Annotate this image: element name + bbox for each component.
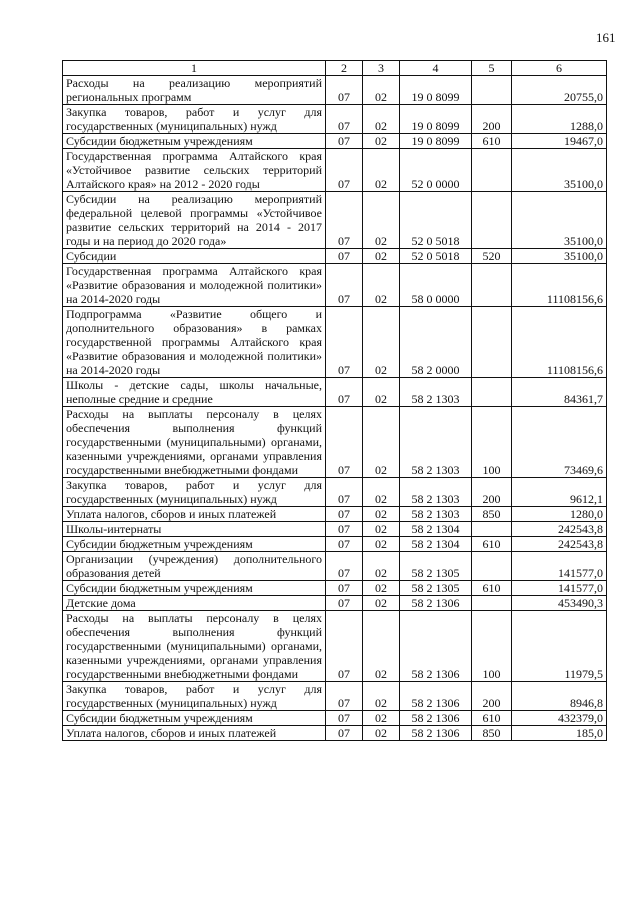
row-amount: 11108156,6	[512, 264, 607, 307]
row-target-article: 58 2 1306	[400, 726, 472, 741]
row-subsection: 02	[363, 134, 400, 149]
row-name: Уплата налогов, сборов и иных платежей	[63, 726, 326, 741]
row-section: 07	[326, 478, 363, 507]
row-target-article: 58 2 1303	[400, 478, 472, 507]
header-col-1: 1	[63, 61, 326, 76]
row-subsection: 02	[363, 105, 400, 134]
table-row	[63, 726, 607, 741]
table-row	[63, 611, 607, 682]
row-section: 07	[326, 105, 363, 134]
table-row	[63, 596, 607, 611]
row-subsection: 02	[363, 581, 400, 596]
row-section: 07	[326, 596, 363, 611]
table-row	[63, 192, 607, 249]
table-row	[63, 711, 607, 726]
table-body	[63, 76, 607, 741]
row-section: 07	[326, 149, 363, 192]
row-expense-type	[472, 552, 512, 581]
row-name: Субсидии на реализацию мероприятий федеральной целевой программы «Устойчивое развитие сельских территорий на 2014 - 2017 годы и на период до 2020 года»	[63, 192, 326, 249]
row-expense-type: 200	[472, 682, 512, 711]
row-name: Организации (учреждения) дополнительного образования детей	[63, 552, 326, 581]
row-target-article: 58 2 1305	[400, 581, 472, 596]
row-target-article: 58 2 1303	[400, 378, 472, 407]
row-target-article: 58 2 1304	[400, 537, 472, 552]
row-name: Расходы на выплаты персоналу в целях обеспечения выполнения функций государственными (муниципальными) органами, казенными учреждениями, органами управления государственными внебюджетными фондами	[63, 407, 326, 478]
row-section: 07	[326, 711, 363, 726]
row-target-article: 19 0 8099	[400, 105, 472, 134]
row-name: Школы - детские сады, школы начальные, неполные средние и средние	[63, 378, 326, 407]
table-row	[63, 507, 607, 522]
row-name: Субсидии бюджетным учреждениям	[63, 581, 326, 596]
row-section: 07	[326, 522, 363, 537]
row-name: Расходы на выплаты персоналу в целях обеспечения выполнения функций государственными (муниципальными) органами, казенными учреждениями, органами управления государственными внебюджетными фондами	[63, 611, 326, 682]
row-subsection: 02	[363, 596, 400, 611]
row-section: 07	[326, 264, 363, 307]
row-expense-type	[472, 192, 512, 249]
row-name: Детские дома	[63, 596, 326, 611]
row-expense-type	[472, 596, 512, 611]
row-section: 07	[326, 611, 363, 682]
table-row	[63, 537, 607, 552]
row-amount: 35100,0	[512, 192, 607, 249]
row-expense-type: 610	[472, 581, 512, 596]
row-subsection: 02	[363, 249, 400, 264]
row-subsection: 02	[363, 378, 400, 407]
row-expense-type: 100	[472, 611, 512, 682]
header-row	[63, 61, 607, 76]
row-name: Расходы на реализацию мероприятий региональных программ	[63, 76, 326, 105]
row-name: Подпрограмма «Развитие общего и дополнительного образования» в рамках государственной программы Алтайского края «Развитие образования и молодежной политики» на 2014-2020 годы	[63, 307, 326, 378]
header-col-6: 6	[512, 61, 607, 76]
row-subsection: 02	[363, 192, 400, 249]
row-expense-type: 610	[472, 711, 512, 726]
row-expense-type	[472, 307, 512, 378]
row-expense-type: 200	[472, 478, 512, 507]
header-col-5: 5	[472, 61, 512, 76]
row-section: 07	[326, 507, 363, 522]
row-amount: 35100,0	[512, 149, 607, 192]
table-row	[63, 76, 607, 105]
row-subsection: 02	[363, 552, 400, 581]
row-section: 07	[326, 76, 363, 105]
row-amount: 141577,0	[512, 552, 607, 581]
row-name: Уплата налогов, сборов и иных платежей	[63, 507, 326, 522]
row-subsection: 02	[363, 149, 400, 192]
row-section: 07	[326, 192, 363, 249]
row-target-article: 58 0 0000	[400, 264, 472, 307]
table-row	[63, 307, 607, 378]
row-section: 07	[326, 407, 363, 478]
row-target-article: 58 2 1306	[400, 596, 472, 611]
row-name: Субсидии бюджетным учреждениям	[63, 537, 326, 552]
row-section: 07	[326, 581, 363, 596]
row-expense-type	[472, 264, 512, 307]
row-amount: 11979,5	[512, 611, 607, 682]
row-subsection: 02	[363, 711, 400, 726]
row-subsection: 02	[363, 537, 400, 552]
row-section: 07	[326, 682, 363, 711]
row-amount: 35100,0	[512, 249, 607, 264]
row-section: 07	[326, 307, 363, 378]
row-expense-type: 520	[472, 249, 512, 264]
row-amount: 8946,8	[512, 682, 607, 711]
table-row	[63, 134, 607, 149]
row-name: Субсидии бюджетным учреждениям	[63, 134, 326, 149]
row-amount: 432379,0	[512, 711, 607, 726]
row-target-article: 58 2 1306	[400, 611, 472, 682]
row-name: Субсидии	[63, 249, 326, 264]
row-name: Государственная программа Алтайского края «Развитие образования и молодежной политики» на 2014-2020 годы	[63, 264, 326, 307]
row-target-article: 58 2 1304	[400, 522, 472, 537]
row-target-article: 58 2 1303	[400, 407, 472, 478]
table-row	[63, 264, 607, 307]
table-row	[63, 407, 607, 478]
row-target-article: 58 2 1306	[400, 711, 472, 726]
row-subsection: 02	[363, 76, 400, 105]
table-row	[63, 378, 607, 407]
row-section: 07	[326, 249, 363, 264]
table-row	[63, 249, 607, 264]
header-col-2: 2	[326, 61, 363, 76]
row-expense-type: 610	[472, 537, 512, 552]
row-amount: 141577,0	[512, 581, 607, 596]
row-amount: 73469,6	[512, 407, 607, 478]
table-row	[63, 478, 607, 507]
row-amount: 9612,1	[512, 478, 607, 507]
row-amount: 1288,0	[512, 105, 607, 134]
row-section: 07	[326, 134, 363, 149]
row-subsection: 02	[363, 726, 400, 741]
row-name: Субсидии бюджетным учреждениям	[63, 711, 326, 726]
row-expense-type: 100	[472, 407, 512, 478]
row-name: Закупка товаров, работ и услуг для государственных (муниципальных) нужд	[63, 105, 326, 134]
row-target-article: 52 0 5018	[400, 249, 472, 264]
row-target-article: 19 0 8099	[400, 134, 472, 149]
row-expense-type	[472, 378, 512, 407]
row-target-article: 58 2 0000	[400, 307, 472, 378]
budget-table	[62, 60, 607, 741]
row-target-article: 52 0 5018	[400, 192, 472, 249]
row-amount: 185,0	[512, 726, 607, 741]
table-row	[63, 149, 607, 192]
row-target-article: 58 2 1303	[400, 507, 472, 522]
row-amount: 84361,7	[512, 378, 607, 407]
row-subsection: 02	[363, 307, 400, 378]
table-row	[63, 105, 607, 134]
row-subsection: 02	[363, 478, 400, 507]
row-subsection: 02	[363, 611, 400, 682]
row-amount: 19467,0	[512, 134, 607, 149]
table-row	[63, 581, 607, 596]
row-expense-type: 610	[472, 134, 512, 149]
header-col-4: 4	[400, 61, 472, 76]
row-amount: 242543,8	[512, 522, 607, 537]
row-expense-type	[472, 149, 512, 192]
row-expense-type	[472, 522, 512, 537]
row-subsection: 02	[363, 407, 400, 478]
row-expense-type: 200	[472, 105, 512, 134]
row-target-article: 19 0 8099	[400, 76, 472, 105]
row-amount: 242543,8	[512, 537, 607, 552]
row-section: 07	[326, 726, 363, 741]
row-expense-type: 850	[472, 507, 512, 522]
row-amount: 453490,3	[512, 596, 607, 611]
row-target-article: 58 2 1305	[400, 552, 472, 581]
row-name: Закупка товаров, работ и услуг для государственных (муниципальных) нужд	[63, 478, 326, 507]
table-row	[63, 522, 607, 537]
row-section: 07	[326, 378, 363, 407]
row-subsection: 02	[363, 522, 400, 537]
row-amount: 11108156,6	[512, 307, 607, 378]
row-amount: 20755,0	[512, 76, 607, 105]
row-name: Школы-интернаты	[63, 522, 326, 537]
row-section: 07	[326, 552, 363, 581]
row-name: Государственная программа Алтайского края «Устойчивое развитие сельских территорий Алтайского края» на 2012 - 2020 годы	[63, 149, 326, 192]
row-subsection: 02	[363, 682, 400, 711]
table-row	[63, 682, 607, 711]
row-target-article: 52 0 0000	[400, 149, 472, 192]
row-name: Закупка товаров, работ и услуг для государственных (муниципальных) нужд	[63, 682, 326, 711]
row-subsection: 02	[363, 264, 400, 307]
row-expense-type	[472, 76, 512, 105]
row-expense-type: 850	[472, 726, 512, 741]
row-target-article: 58 2 1306	[400, 682, 472, 711]
header-col-3: 3	[363, 61, 400, 76]
row-section: 07	[326, 537, 363, 552]
page-number: 161	[596, 30, 616, 45]
row-subsection: 02	[363, 507, 400, 522]
table-row	[63, 552, 607, 581]
row-amount: 1280,0	[512, 507, 607, 522]
